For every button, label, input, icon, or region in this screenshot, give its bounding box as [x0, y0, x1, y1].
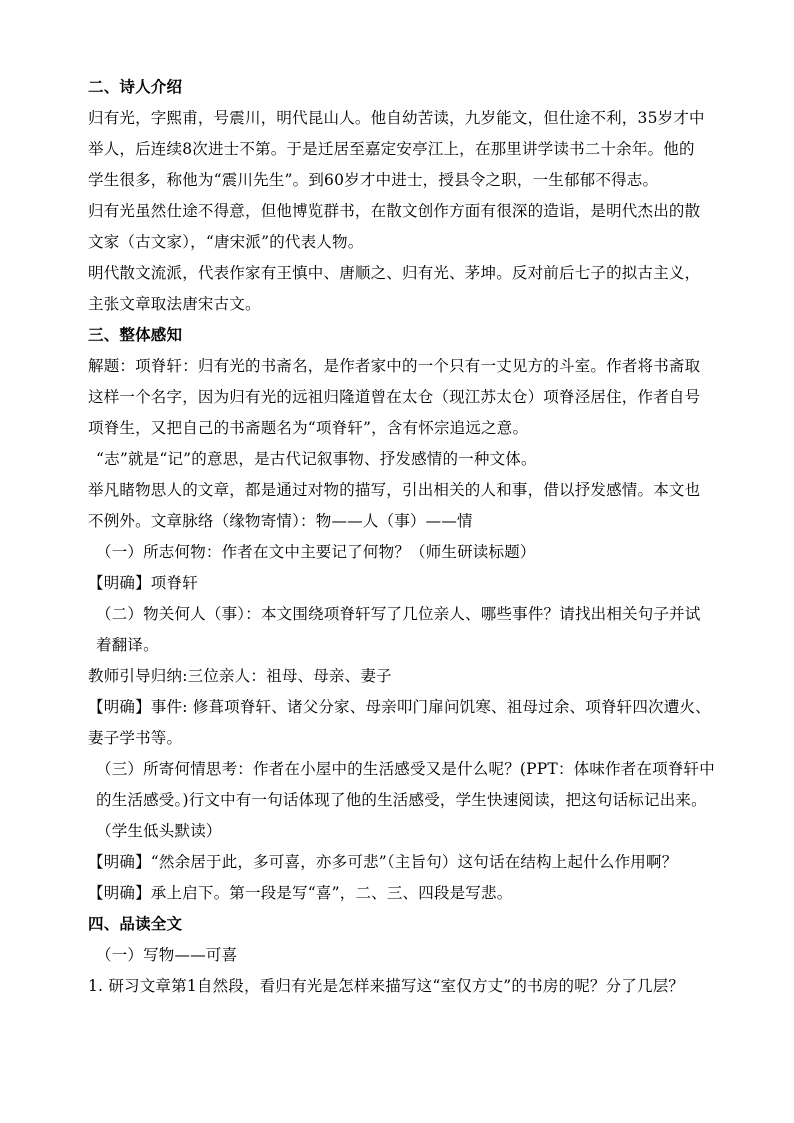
text-line: 1. 研习文章第1自然段，看归有光是怎样来描写这“室仅方丈”的书房的呢？分了几层？ — [88, 977, 685, 995]
text-line: 归有光虽然仕途不得意，但他博览群书，在散文创作方面有很深的造诣，是明代杰出的散 — [88, 202, 701, 220]
section-heading: 二、诗人介绍 — [88, 78, 183, 96]
text-line: 【明确】事件: 修葺项脊轩、诸父分家、母亲叩门扉问饥寒、祖母过余、项脊轩四次遭火、 — [88, 698, 711, 716]
text-line: 着翻译。 — [96, 636, 159, 654]
text-line: 解题：项脊轩：归有光的书斋名，是作者家中的一个只有一丈见方的斗室。作者将书斋取 — [88, 357, 701, 375]
text-line: “志”就是“记”的意思，是古代记叙事物、抒发感情的一种文体。 — [96, 450, 537, 468]
text-line: 文家（古文家），“唐宋派”的代表人物。 — [88, 233, 364, 251]
text-line: 主张文章取法唐宋古文。 — [88, 295, 261, 313]
text-line: 【明确】项脊轩 — [88, 574, 198, 592]
text-line: 的生活感受。)行文中有一句话体现了他的生活感受，学生快速阅读，把这句话标记出来。 — [96, 791, 707, 809]
text-line: 【明确】“然余居于此，多可喜，亦多可悲”（主旨句）这句话在结构上起什么作用啊？ — [88, 853, 678, 871]
section-heading: 四、品读全文 — [88, 915, 183, 933]
text-line: 【明确】承上启下。第一段是写“喜”，二、三、四段是写悲。 — [88, 884, 513, 902]
text-line: （一）所志何物：作者在文中主要记了何物？（师生研读标题） — [96, 543, 536, 561]
text-line: 教师引导归纳:三位亲人：祖母、母亲、妻子 — [88, 667, 392, 685]
text-line: （二）物关何人（事）：本文围绕项脊轩写了几位亲人、哪些事件？请找出相关句子并试 — [96, 605, 701, 623]
text-line: （学生低头默读） — [96, 822, 222, 840]
document-body — [88, 72, 738, 1002]
text-line: 学生很多，称他为“震川先生”。到60岁才中进士，授县令之职，一生郁郁不得志。 — [88, 171, 659, 189]
text-line: （三）所寄何情思考：作者在小屋中的生活感受又是什么呢？(PPT：体味作者在项脊轩中 — [96, 760, 715, 778]
section-heading: 三、整体感知 — [88, 326, 183, 344]
text-line: 妻子学书等。 — [88, 729, 183, 747]
text-line: 举凡睹物思人的文章，都是通过对物的描写，引出相关的人和事，借以抒发感情。本文也 — [88, 481, 701, 499]
text-line: （一）写物——可喜 — [96, 946, 238, 964]
text-line: 不例外。文章脉络（缘物寄情）：物——人（事）——情 — [88, 512, 473, 530]
text-line: 举人，后连续8次进士不第。于是迁居至嘉定安亭江上，在那里讲学读书二十余年。他的 — [88, 140, 695, 158]
text-line: 项脊生，又把自己的书斋题名为“项脊轩”，含有怀宗追远之意。 — [88, 419, 529, 437]
text-line: 归有光，字熙甫，号震川，明代昆山人。他自幼苦读，九岁能文，但仕途不利，35岁才中 — [88, 109, 705, 127]
text-line: 这样一个名字，因为归有光的远祖归隆道曾在太仓（现江苏太仓）项脊泾居住，作者自号 — [88, 388, 701, 406]
text-line: 明代散文流派，代表作家有王慎中、唐顺之、归有光、茅坤。反对前后七子的拟古主义， — [88, 264, 701, 282]
